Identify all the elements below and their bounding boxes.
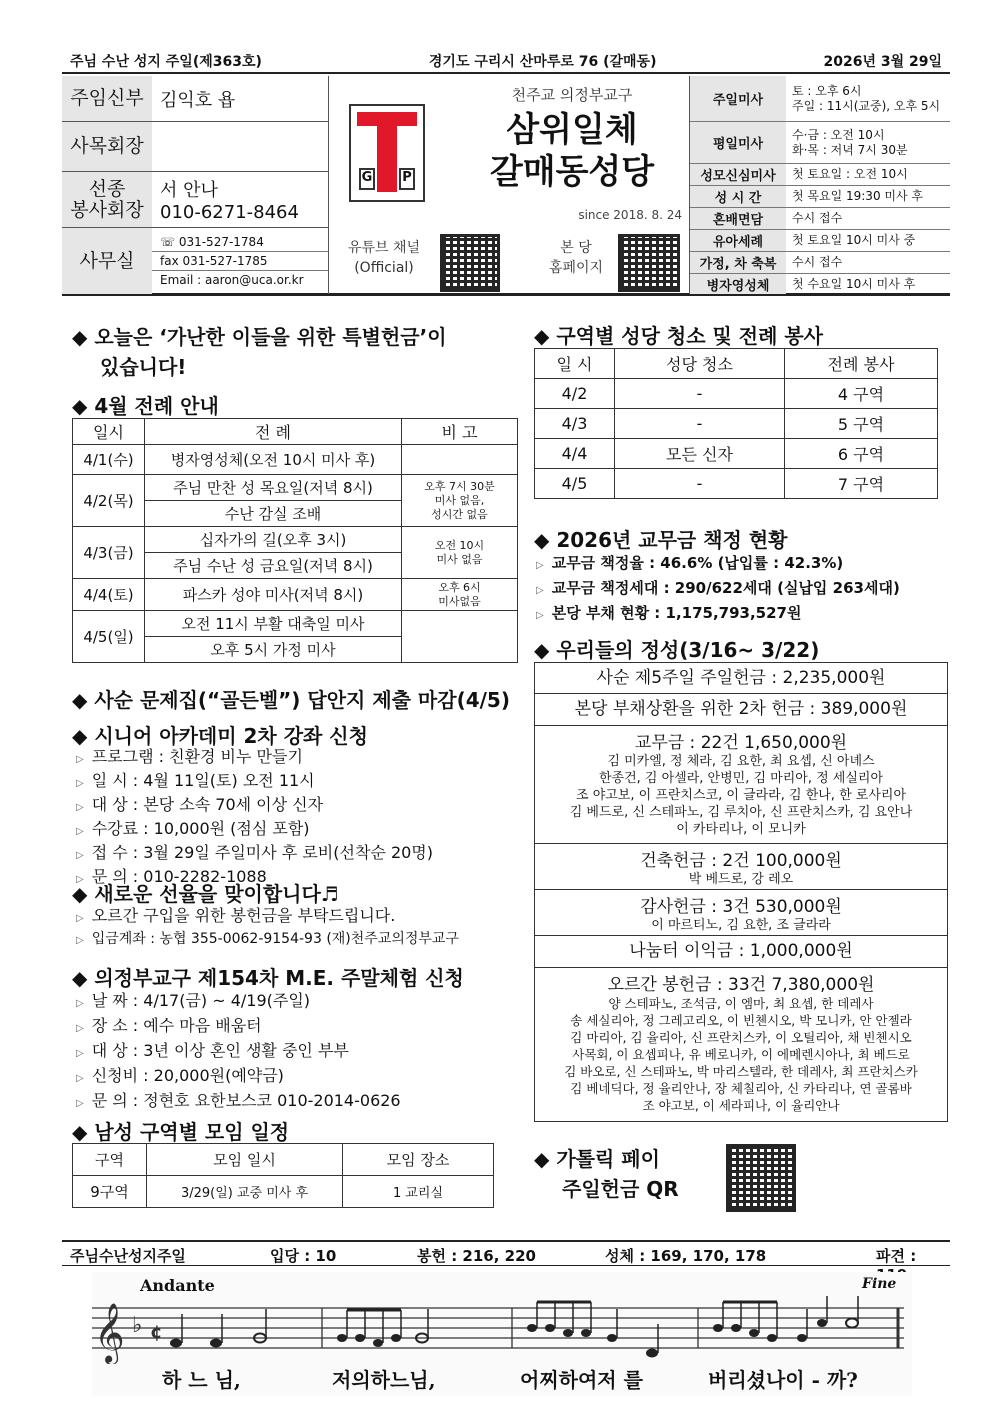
list-item: ▷ 오르간 구입을 위한 봉헌금을 부탁드립니다. bbox=[76, 906, 396, 925]
church-name-2: 갈매동성당 bbox=[489, 152, 655, 192]
council-row bbox=[62, 122, 328, 172]
schedule-value: 첫 토요일 : 오전 10시 bbox=[792, 167, 908, 181]
music-staff bbox=[92, 1294, 912, 1364]
list-item: ▷ 대 상 : 3년 이상 혼인 생활 중인 부부 bbox=[76, 1041, 349, 1060]
golden-bell-title: ◆ 사순 문제집(“골든벨”) 답안지 제출 마감(4/5) bbox=[72, 688, 510, 712]
schedule-row-1 bbox=[690, 122, 950, 164]
church-logo bbox=[349, 104, 425, 202]
office-tel: ☏ 031-527-1784 bbox=[152, 233, 328, 252]
list-item: ▷ 교무금 책정율 : 46.6% (납입률 : 42.3%) bbox=[536, 554, 844, 572]
senior-academy-list bbox=[76, 746, 516, 890]
schedule-label: 혼배면담 bbox=[690, 208, 786, 229]
schedule-value: 수·금 : 오전 10시 화·목 : 저녁 7시 30분 bbox=[792, 127, 908, 157]
svg-text:¢: ¢ bbox=[150, 1322, 163, 1343]
list-item: ▷ 신청비 : 20,000원(예약금) bbox=[76, 1066, 284, 1085]
offering-block: 사순 제5주일 주일헌금 : 2,235,000원 bbox=[534, 662, 948, 694]
special-offering-notice: ◆ 오늘은 ‘가난한 이들을 위한 특별헌금’이 있습니다! bbox=[72, 325, 447, 379]
logo-letter-g: G bbox=[359, 168, 375, 190]
list-item: ▷ 프로그램 : 친환경 비누 만들기 bbox=[76, 747, 303, 766]
schedule-row-6 bbox=[690, 252, 950, 274]
schedule-row-5 bbox=[690, 230, 950, 252]
since-date: since 2018. 8. 24 bbox=[578, 208, 682, 222]
issue-date: 2026년 3월 29일 bbox=[823, 54, 942, 70]
mission-phone: 010-6271-8464 bbox=[160, 202, 299, 223]
header bbox=[62, 76, 950, 296]
offering-block: 나눔터 이익금 : 1,000,000원 bbox=[534, 936, 948, 968]
organ-title: ◆ 새로운 선율을 맞이합니다♬ bbox=[72, 882, 339, 906]
offering-block: 건축헌금 : 2건 100,000원 박 베드로, 강 레오 bbox=[534, 844, 948, 890]
me-weekend-list bbox=[76, 990, 516, 1115]
offerings-title: ◆ 우리들의 정성(3/16~ 3/22) bbox=[534, 638, 820, 662]
hymn-communion: 성체 : 169, 170, 178 bbox=[605, 1247, 767, 1265]
schedule-row-0 bbox=[690, 76, 950, 122]
youtube-label: 유튜브 채널 (Official) bbox=[347, 240, 421, 276]
list-item: ▷ 본당 부채 현황 : 1,175,793,527원 bbox=[536, 604, 802, 622]
pastor-label: 주임신부 bbox=[62, 76, 152, 121]
lyric-2: 저의하느님, bbox=[332, 1368, 436, 1392]
fine-mark: Fine bbox=[862, 1276, 897, 1292]
top-bar bbox=[62, 50, 950, 74]
schedule-value: 수시 접수 bbox=[792, 211, 843, 225]
schedule-label: 유아세례 bbox=[690, 230, 786, 251]
senior-academy-title: ◆ 시니어 아카데미 2차 강좌 신청 bbox=[72, 724, 368, 748]
catholic-pay-title: ◆ 가톨릭 페이 주일헌금 QR bbox=[534, 1147, 679, 1201]
office-email[interactable]: Email : aaron@uca.or.kr bbox=[160, 273, 304, 287]
offering-block: 교무금 : 22건 1,650,000원 김 미카엘, 정 체라, 김 요한, 최 요셉, 신 아녜스 한종건, 김 아셀라, 안병민, 김 마리아, 정 세실리아 조 야고보, 이 프란치스코, 이 글라라, 김 한나, 한 로사리아 김 베드로, 신 스테파노, 김 루치아, 신 프란치스카, 김 요안나 이 카타리나, 이 모니카 bbox=[534, 726, 948, 844]
homepage-label: 본 당 홈페이지 bbox=[548, 240, 604, 276]
lyric-3: 어찌하여저 를 bbox=[520, 1368, 643, 1392]
mission-name: 서 안나 bbox=[160, 180, 218, 201]
list-item: ▷ 입금계좌 : 농협 355-0062-9154-93 (재)천주교의정부교구 bbox=[76, 931, 459, 947]
men-meeting-table: 구역 모임 일시 모임 장소 9구역 3/29(일) 교중 미사 후 1 교리실 bbox=[72, 1143, 494, 1208]
offerings-box bbox=[534, 662, 948, 1122]
list-item: ▷ 대 상 : 본당 소속 70세 이상 신자 bbox=[76, 795, 324, 814]
list-item: ▷ 일 시 : 4월 11일(토) 오전 11시 bbox=[76, 771, 315, 790]
youtube-qr-code[interactable] bbox=[440, 234, 500, 292]
mission-row bbox=[62, 172, 328, 228]
april-liturgy-table: 일시 전 례 비 고 4/1(수) 병자영성체(오전 10시 미사 후) 4/2(목) 주님 만찬 성 목요일(저녁 8시) 오후 7시 30분 미사 없음, 성시간 없음 수난 감실 조배 4/3(금) 십자가의 길(오후 3시) 오전 10시 미사 없음 주님 수난 성 금요일(저녁 8시) 4/4(토) 파스카 성야 미사(저녁 8시) 오후 6시 미사없음 4/5(일) 오전 11시 부활 대축일 미사 오후 5시 가정 미사 bbox=[72, 418, 518, 663]
schedule-row-3 bbox=[690, 186, 950, 208]
office-row bbox=[62, 228, 328, 294]
music-score bbox=[92, 1272, 912, 1396]
council-label: 사목회장 bbox=[62, 122, 152, 171]
office-contacts bbox=[152, 228, 328, 294]
schedule-row-2 bbox=[690, 164, 950, 186]
office-label: 사무실 bbox=[62, 228, 152, 294]
april-liturgy-title: ◆ 4월 전례 안내 bbox=[72, 394, 219, 418]
schedule-label: 병자영성체 bbox=[690, 274, 786, 294]
offering-block: 본당 부채상환을 위한 2차 헌금 : 389,000원 bbox=[534, 694, 948, 726]
pastor-name: 김익호 욥 bbox=[160, 89, 236, 111]
schedule-row-4 bbox=[690, 208, 950, 230]
hymn-offertory: 봉헌 : 216, 220 bbox=[417, 1247, 536, 1265]
treble-clef-icon: 𝄞 bbox=[94, 1303, 125, 1363]
logo-letter-p: P bbox=[399, 168, 415, 190]
men-meeting-title: ◆ 남성 구역별 모임 일정 bbox=[72, 1120, 290, 1144]
diocese-name: 천주교 의정부교구 bbox=[511, 86, 633, 104]
schedule-label: 성 시 간 bbox=[690, 186, 786, 207]
list-item: ▷ 날 짜 : 4/17(금) ~ 4/19(주일) bbox=[76, 991, 311, 1010]
hymn-dismissal: 파견 : bbox=[876, 1247, 917, 1265]
mission-label: 선종 봉사회장 bbox=[62, 172, 152, 227]
schedule-value: 토 : 오후 6시 주일 : 11시(교중), 오후 5시 bbox=[792, 83, 941, 113]
office-fax: fax 031-527-1785 bbox=[152, 252, 328, 271]
lyric-1: 하 느 님, bbox=[162, 1368, 241, 1392]
me-weekend-title: ◆ 의정부교구 제154차 M.E. 주말체험 신청 bbox=[72, 966, 464, 990]
organ-list bbox=[76, 905, 516, 951]
issue-title: 주님 수난 성지 주일(제363호) bbox=[70, 54, 262, 70]
schedule-value: 첫 토요일 10시 미사 중 bbox=[792, 233, 916, 247]
lyric-4: 버리셨나이 - 까? bbox=[708, 1368, 858, 1392]
cleaning-table: 일 시 성당 청소 전례 봉사 4/2 - 4 구역 4/3 - 5 구역 4/4 모든 신자 6 구역 4/5 - 7 구역 bbox=[534, 348, 938, 499]
schedule-label: 평일미사 bbox=[690, 122, 786, 163]
offering-block: 오르간 봉헌금 : 33건 7,380,000원 양 스테파노, 조석금, 이 엠마, 최 요셉, 한 데레사 송 세실리아, 정 그레고리오, 이 빈첸시오, 박 모니카, 안 안젤라 김 마리아, 김 율리아, 신 프란치스카, 이 오틸리아, 채 빈첸시오 사목회, 이 요셉피나, 유 베로니카, 이 에메렌시아나, 최 베드로 김 바오로, 신 스테파노, 박 마리스텔라, 한 데레사, 최 프란치스카 김 베네딕다, 정 율리안나, 장 체칠리아, 신 카타리나, 연 골롬바 조 야고보, 이 세라피나, 이 율리안나 bbox=[534, 968, 948, 1122]
hymn-entry: 입당 : 10 bbox=[270, 1247, 337, 1265]
list-item: ▷ 장 소 : 예수 마음 배움터 bbox=[76, 1016, 262, 1035]
mission-value bbox=[152, 172, 328, 227]
list-item: ▷ 문 의 : 010-2282-1088 bbox=[76, 867, 267, 886]
church-name-1: 삼위일체 bbox=[506, 110, 638, 150]
pastor-row bbox=[62, 76, 328, 122]
homepage-qr-code[interactable] bbox=[618, 234, 680, 292]
budget-list bbox=[536, 552, 946, 627]
schedule-value: 수시 접수 bbox=[792, 255, 843, 269]
schedule-label: 성모신심미사 bbox=[690, 164, 786, 185]
tempo-mark: Andante bbox=[140, 1276, 215, 1295]
church-address: 경기도 구리시 산마루로 76 (갈매동) bbox=[428, 54, 657, 70]
offering-block: 감사헌금 : 3건 530,000원 이 마르티노, 김 요한, 조 글라라 bbox=[534, 890, 948, 936]
cleaning-title: ◆ 구역별 성당 청소 및 전례 봉사 bbox=[534, 324, 823, 348]
list-item: ▷ 교무금 책정세대 : 290/622세대 (실납입 263세대) bbox=[536, 579, 900, 597]
schedule-row-7 bbox=[690, 274, 950, 294]
schedule-value: 첫 수요일 10시 미사 후 bbox=[792, 276, 916, 291]
hymn-bar bbox=[62, 1240, 950, 1266]
schedule-label: 가정, 차 축복 bbox=[690, 252, 786, 273]
list-item: ▷ 문 의 : 정현호 요한보스코 010-2014-0626 bbox=[76, 1091, 401, 1110]
flat-icon: ♭ bbox=[132, 1313, 143, 1338]
budget-title: ◆ 2026년 교무금 책정 현황 bbox=[534, 528, 788, 552]
schedule-label: 주일미사 bbox=[690, 76, 786, 121]
council-name bbox=[152, 122, 328, 171]
list-item: ▷ 접 수 : 3월 29일 주일미사 후 로비(선착순 20명) bbox=[76, 843, 434, 862]
schedule-value: 첫 목요일 19:30 미사 후 bbox=[792, 189, 923, 203]
catholic-pay-qr-code[interactable] bbox=[726, 1144, 796, 1212]
list-item: ▷ 수강료 : 10,000원 (점심 포함) bbox=[76, 819, 310, 838]
hymn-day: 주님수난성지주일 bbox=[70, 1247, 186, 1265]
